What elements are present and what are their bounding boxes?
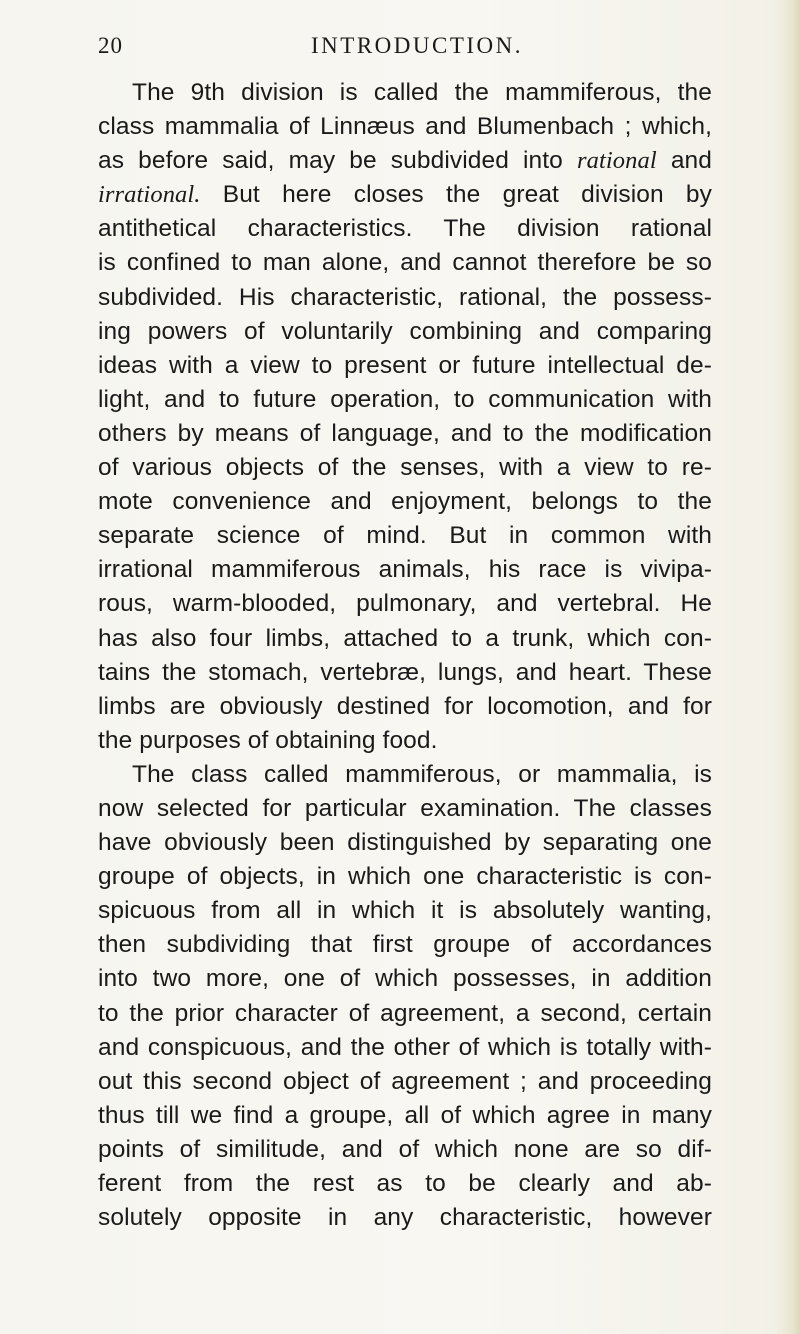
text-span: limbs are obviously destined for locomotion, and for (98, 692, 712, 720)
text-line (98, 928, 712, 962)
text-line (98, 315, 712, 349)
text-span: ing powers of voluntarily combining and comparing (98, 317, 712, 345)
text-span: to the prior character of agreement, a second, certain (98, 999, 712, 1027)
text-line (98, 997, 712, 1031)
page-number: 20 (98, 33, 123, 58)
text-line (98, 1133, 712, 1167)
text-line (98, 349, 712, 383)
text-line (98, 383, 712, 417)
text-line (98, 246, 712, 280)
text-line (98, 758, 712, 792)
text-span: as before said, may be subdivided into (98, 147, 577, 175)
text-span: and conspicuous, and the other of which is totally with- (98, 1033, 712, 1061)
text-line (98, 1167, 712, 1201)
text-line (98, 690, 712, 724)
text-span: mote convenience and enjoyment, belongs to the (98, 488, 712, 516)
italic-text: irrational. (98, 181, 201, 209)
text-line (98, 894, 712, 928)
text-span: solutely opposite in any characteristic, however (98, 1204, 712, 1232)
text-span: antithetical characteristics. The division rational (98, 215, 712, 243)
text-line (98, 417, 712, 451)
text-span: tains the stomach, vertebræ, lungs, and heart. These (98, 658, 712, 686)
text-span: spicuous from all in which it is absolutely wanting, (98, 897, 712, 925)
text-span: has also four limbs, attached to a trunk, which con- (98, 624, 712, 652)
text-span: class mammalia of Linnæus and Blumenbach ; which, (98, 113, 712, 141)
text-span: groupe of objects, in which one characteristic is con- (98, 863, 712, 891)
text-span: and (656, 147, 712, 175)
text-line (98, 826, 712, 860)
text-line (98, 860, 712, 894)
text-line (98, 76, 712, 110)
text-span: is confined to man alone, and cannot therefore be so (98, 249, 712, 277)
text-line (98, 1065, 712, 1099)
text-span: light, and to future operation, to communication with (98, 385, 712, 413)
text-line (98, 1201, 712, 1235)
text-span: into two more, one of which possesses, in addition (98, 965, 712, 993)
text-line (98, 485, 712, 519)
text-line (98, 656, 712, 690)
text-line (98, 110, 712, 144)
text-span: ideas with a view to present or future intellectual de- (98, 351, 712, 379)
text-line (98, 144, 712, 178)
text-span: out this second object of agreement ; and proceeding (98, 1067, 712, 1095)
text-span: points of similitude, and of which none are so dif- (98, 1135, 712, 1163)
text-line (98, 553, 712, 587)
text-span: rous, warm-blooded, pulmonary, and vertebral. He (98, 590, 712, 618)
italic-text: rational (576, 147, 657, 175)
text-line (98, 451, 712, 485)
text-span: thus till we find a groupe, all of which agree in many (98, 1101, 712, 1129)
text-span: The 9th division is called the mammiferous, the (132, 79, 712, 106)
text-line (98, 1099, 712, 1133)
text-line (98, 724, 712, 758)
text-line (98, 1031, 712, 1065)
text-span: irrational mammiferous animals, his race is vivipa- (98, 556, 712, 584)
text-span: separate science of mind. But in common with (98, 522, 712, 550)
text-span: the purposes of obtaining food. (98, 726, 438, 754)
running-head: INTRODUCTION. (311, 33, 524, 58)
text-span: now selected for particular examination. The classes (98, 794, 712, 822)
text-line (98, 792, 712, 826)
text-span: have obviously been distinguished by separating one (98, 829, 712, 857)
text-line (98, 178, 712, 212)
body-text (98, 76, 712, 1235)
text-line (98, 281, 712, 315)
text-line (98, 962, 712, 996)
text-span: But here closes the great division by (200, 181, 712, 209)
text-line (98, 519, 712, 553)
text-span: others by means of language, and to the modification (98, 419, 712, 447)
text-span: The class called mammiferous, or mammalia, is (132, 760, 712, 788)
page-header (98, 33, 712, 67)
page-edge-shadow (774, 0, 800, 1334)
text-line (98, 622, 712, 656)
text-span: ferent from the rest as to be clearly and ab- (98, 1170, 712, 1197)
text-line (98, 587, 712, 621)
text-line (98, 212, 712, 246)
text-span: subdivided. His characteristic, rational, the possess- (98, 283, 712, 311)
text-span: of various objects of the senses, with a view to re- (98, 454, 712, 482)
text-span: then subdividing that first groupe of accordances (98, 931, 712, 959)
